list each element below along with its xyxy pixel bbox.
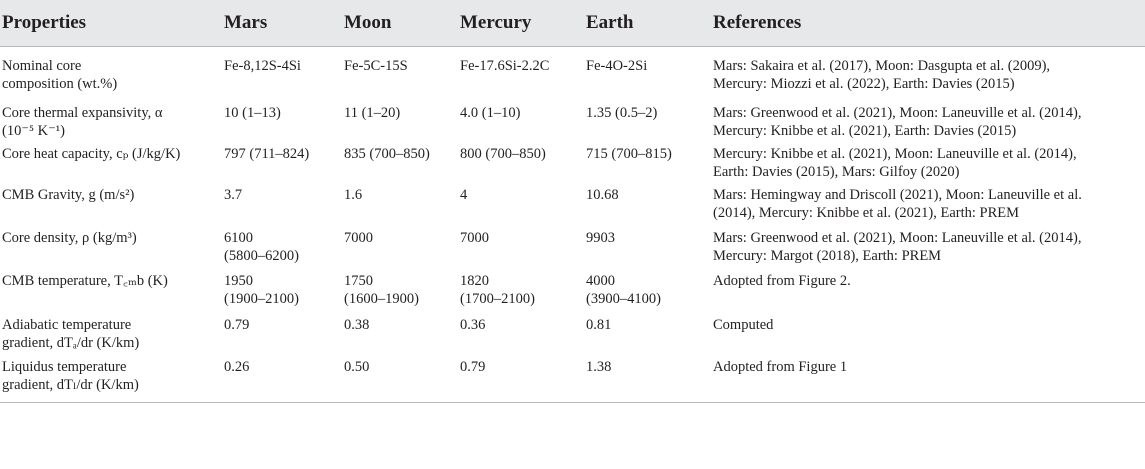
cell-line: 0.38	[344, 317, 370, 333]
cell-line: 0.79	[460, 359, 486, 375]
cell-earth	[586, 47, 713, 101]
cell-line: Adopted from Figure 2.	[713, 273, 851, 289]
cell-mars	[224, 183, 344, 226]
cell-line: 7000	[460, 230, 489, 246]
cell-line: 0.26	[224, 359, 250, 375]
cell-line: 1750	[344, 273, 373, 289]
cell-property	[0, 354, 224, 403]
cell-line: gradient, dTₗ/dr (K/km)	[2, 377, 139, 393]
cell-line: Core heat capacity, cₚ (J/kg/K)	[2, 146, 181, 162]
cell-earth	[586, 269, 713, 312]
table-row	[0, 312, 1145, 354]
cell-line: (1900–2100)	[224, 291, 299, 307]
cell-line: 3.7	[224, 187, 243, 203]
cell-line: (2014), Mercury: Knibbe et al. (2021), Earth: PREM	[713, 205, 1020, 221]
cell-line: 0.81	[586, 317, 612, 333]
cell-line: 10.68	[586, 187, 619, 203]
cell-line: (5800–6200)	[224, 248, 299, 264]
cell-line: 0.36	[460, 317, 486, 333]
cell-line: 1.38	[586, 359, 612, 375]
cell-line: Mars: Sakaira et al. (2017), Moon: Dasgupta et al. (2009),	[713, 58, 1051, 74]
cell-mercury	[460, 226, 586, 269]
header-properties: Properties	[0, 0, 224, 47]
cell-mars	[224, 312, 344, 354]
cell-line: (1700–2100)	[460, 291, 535, 307]
cell-line: (1600–1900)	[344, 291, 419, 307]
cell-property	[0, 183, 224, 226]
cell-moon	[344, 100, 460, 141]
cell-line: 6100	[224, 230, 253, 246]
cell-mercury	[460, 312, 586, 354]
cell-line: Mercury: Knibbe et al. (2021), Earth: Davies (2015)	[713, 123, 1017, 139]
header-earth: Earth	[586, 0, 713, 47]
table-row	[0, 100, 1145, 141]
table-row	[0, 183, 1145, 226]
cell-moon	[344, 183, 460, 226]
cell-references	[713, 47, 1145, 101]
table-row	[0, 226, 1145, 269]
cell-mars	[224, 226, 344, 269]
cell-moon	[344, 141, 460, 183]
cell-line: 11 (1–20)	[344, 105, 401, 121]
cell-line: 800 (700–850)	[460, 146, 546, 162]
cell-line: 1950	[224, 273, 253, 289]
cell-line: Mars: Hemingway and Driscoll (2021), Moon: Laneuville et al.	[713, 187, 1082, 203]
cell-line: Fe-5C-15S	[344, 58, 408, 74]
cell-line: Adiabatic temperature	[2, 317, 132, 333]
cell-references	[713, 183, 1145, 226]
cell-line: Earth: Davies (2015), Mars: Gilfoy (2020)	[713, 164, 960, 180]
cell-line: Mercury: Margot (2018), Earth: PREM	[713, 248, 942, 264]
cell-mercury	[460, 100, 586, 141]
cell-line: 4000	[586, 273, 615, 289]
cell-line: 7000	[344, 230, 373, 246]
cell-mercury	[460, 354, 586, 403]
cell-mercury	[460, 269, 586, 312]
cell-references	[713, 100, 1145, 141]
cell-earth	[586, 312, 713, 354]
cell-mars	[224, 141, 344, 183]
cell-earth	[586, 354, 713, 403]
cell-property	[0, 100, 224, 141]
cell-earth	[586, 226, 713, 269]
cell-line: 4.0 (1–10)	[460, 105, 521, 121]
cell-mars	[224, 47, 344, 101]
cell-references	[713, 141, 1145, 183]
cell-line: 9903	[586, 230, 615, 246]
cell-mars	[224, 354, 344, 403]
cell-line: Adopted from Figure 1	[713, 359, 848, 375]
table-row	[0, 354, 1145, 403]
cell-line: 0.50	[344, 359, 370, 375]
table-header-row	[0, 0, 1145, 47]
header-moon: Moon	[344, 0, 460, 47]
cell-line: 4	[460, 187, 468, 203]
cell-line: Core thermal expansivity, α	[2, 105, 163, 121]
table-row	[0, 269, 1145, 312]
table-row	[0, 47, 1145, 101]
cell-earth	[586, 183, 713, 226]
cell-moon	[344, 269, 460, 312]
cell-line: (10⁻⁵ K⁻¹)	[2, 123, 65, 139]
cell-property	[0, 269, 224, 312]
cell-mercury	[460, 183, 586, 226]
table-row	[0, 141, 1145, 183]
cell-mercury	[460, 47, 586, 101]
cell-mars	[224, 269, 344, 312]
cell-line: (3900–4100)	[586, 291, 661, 307]
cell-line: composition (wt.%)	[2, 76, 118, 92]
cell-line: 1.6	[344, 187, 363, 203]
cell-line: 0.79	[224, 317, 250, 333]
cell-line: Mars: Greenwood et al. (2021), Moon: Laneuville et al. (2014),	[713, 105, 1082, 121]
cell-line: Mars: Greenwood et al. (2021), Moon: Laneuville et al. (2014),	[713, 230, 1082, 246]
cell-line: 10 (1–13)	[224, 105, 281, 121]
header-mercury: Mercury	[460, 0, 586, 47]
cell-mars	[224, 100, 344, 141]
cell-moon	[344, 226, 460, 269]
cell-line: 1.35 (0.5–2)	[586, 105, 658, 121]
cell-moon	[344, 354, 460, 403]
cell-references	[713, 226, 1145, 269]
cell-moon	[344, 312, 460, 354]
cell-line: 835 (700–850)	[344, 146, 430, 162]
cell-line: 797 (711–824)	[224, 146, 310, 162]
header-mars: Mars	[224, 0, 344, 47]
cell-moon	[344, 47, 460, 101]
cell-line: Core density, ρ (kg/m³)	[2, 230, 137, 246]
cell-property	[0, 312, 224, 354]
cell-line: Fe-4O-2Si	[586, 58, 648, 74]
cell-line: 1820	[460, 273, 489, 289]
cell-line: 715 (700–815)	[586, 146, 672, 162]
cell-earth	[586, 141, 713, 183]
cell-line: Nominal core	[2, 58, 82, 74]
cell-line: Liquidus temperature	[2, 359, 127, 375]
cell-references	[713, 312, 1145, 354]
cell-line: Computed	[713, 317, 774, 333]
cell-line: Fe-17.6Si-2.2C	[460, 58, 550, 74]
cell-references	[713, 354, 1145, 403]
cell-earth	[586, 100, 713, 141]
cell-property	[0, 226, 224, 269]
cell-line: Mercury: Miozzi et al. (2022), Earth: Davies (2015)	[713, 76, 1015, 92]
cell-line: gradient, dTₐ/dr (K/km)	[2, 335, 140, 351]
cell-line: Mercury: Knibbe et al. (2021), Moon: Laneuville et al. (2014),	[713, 146, 1077, 162]
cell-mercury	[460, 141, 586, 183]
cell-line: CMB Gravity, g (m/s²)	[2, 187, 135, 203]
cell-line: Fe-8,12S-4Si	[224, 58, 301, 74]
header-references: References	[713, 0, 1145, 47]
cell-property	[0, 141, 224, 183]
cell-line: CMB temperature, T꜀ₘb (K)	[2, 273, 168, 289]
cell-property	[0, 47, 224, 101]
cell-references	[713, 269, 1145, 312]
